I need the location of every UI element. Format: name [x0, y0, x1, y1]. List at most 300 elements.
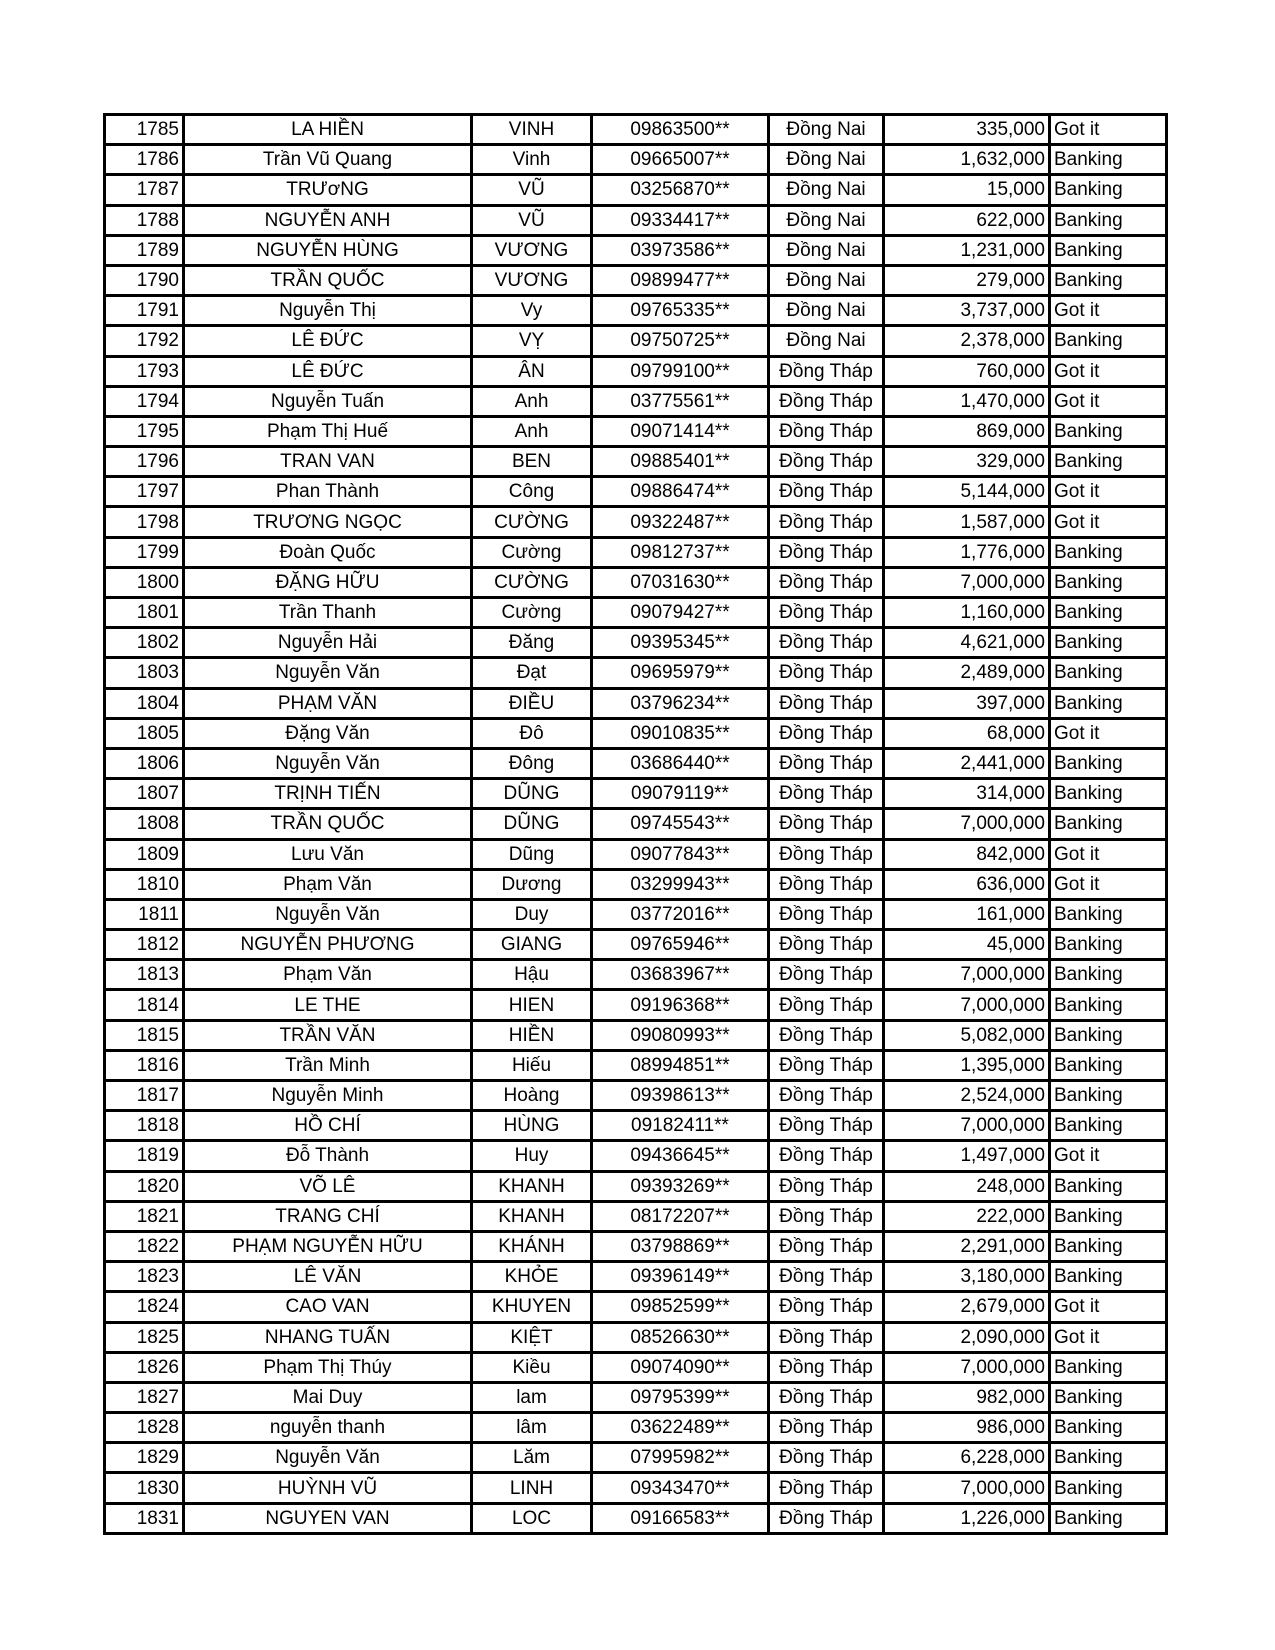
cell-last-name: Công — [472, 477, 592, 507]
cell-id: 1806 — [105, 748, 184, 778]
table-row — [105, 507, 1167, 537]
cell-id: 1811 — [105, 899, 184, 929]
cell-id: 1814 — [105, 990, 184, 1020]
cell-phone: 09665007** — [592, 145, 769, 175]
cell-status: Banking — [1050, 265, 1167, 295]
cell-phone: 09079427** — [592, 598, 769, 628]
cell-last-name: Anh — [472, 386, 592, 416]
cell-province: Đồng Tháp — [769, 1413, 884, 1443]
cell-status: Banking — [1050, 658, 1167, 688]
cell-status: Got it — [1050, 718, 1167, 748]
cell-phone: 09863500** — [592, 115, 769, 145]
cell-id: 1830 — [105, 1473, 184, 1503]
cell-status: Banking — [1050, 326, 1167, 356]
table-row — [105, 1473, 1167, 1503]
cell-id: 1805 — [105, 718, 184, 748]
cell-first-name: HUỲNH VŨ — [184, 1473, 472, 1503]
cell-province: Đồng Tháp — [769, 1141, 884, 1171]
cell-first-name: Đỗ Thành — [184, 1141, 472, 1171]
cell-phone: 03973586** — [592, 235, 769, 265]
cell-first-name: PHẠM NGUYỄN HỮU — [184, 1231, 472, 1261]
table-row — [105, 658, 1167, 688]
table-row — [105, 960, 1167, 990]
cell-phone: 09080993** — [592, 1020, 769, 1050]
cell-phone: 09799100** — [592, 356, 769, 386]
cell-last-name: DŨNG — [472, 779, 592, 809]
cell-status: Banking — [1050, 1382, 1167, 1412]
cell-status: Got it — [1050, 1292, 1167, 1322]
cell-phone: 09395345** — [592, 628, 769, 658]
table-row — [105, 326, 1167, 356]
table-row — [105, 990, 1167, 1020]
table-row — [105, 930, 1167, 960]
cell-phone: 03683967** — [592, 960, 769, 990]
cell-last-name: LINH — [472, 1473, 592, 1503]
cell-first-name: TRẦN QUỐC — [184, 809, 472, 839]
document-page — [103, 113, 1168, 1535]
cell-status: Banking — [1050, 809, 1167, 839]
cell-first-name: Phạm Văn — [184, 869, 472, 899]
cell-first-name: Nguyễn Văn — [184, 899, 472, 929]
cell-phone: 09899477** — [592, 265, 769, 295]
cell-phone: 09852599** — [592, 1292, 769, 1322]
cell-phone: 03622489** — [592, 1413, 769, 1443]
cell-last-name: GIANG — [472, 930, 592, 960]
cell-id: 1789 — [105, 235, 184, 265]
cell-last-name: Đông — [472, 748, 592, 778]
cell-last-name: CƯỜNG — [472, 507, 592, 537]
cell-province: Đồng Tháp — [769, 1503, 884, 1533]
table-row — [105, 265, 1167, 295]
cell-id: 1813 — [105, 960, 184, 990]
cell-amount: 15,000 — [884, 175, 1050, 205]
cell-status: Banking — [1050, 628, 1167, 658]
cell-last-name: Duy — [472, 899, 592, 929]
cell-amount: 1,632,000 — [884, 145, 1050, 175]
cell-first-name: Nguyễn Hải — [184, 628, 472, 658]
cell-province: Đồng Tháp — [769, 839, 884, 869]
table-body — [105, 115, 1167, 1534]
table-row — [105, 416, 1167, 446]
cell-province: Đồng Tháp — [769, 507, 884, 537]
cell-last-name: Hiếu — [472, 1050, 592, 1080]
cell-id: 1829 — [105, 1443, 184, 1473]
cell-amount: 869,000 — [884, 416, 1050, 446]
cell-first-name: NGUYỄN PHƯƠNG — [184, 930, 472, 960]
cell-province: Đồng Tháp — [769, 356, 884, 386]
table-row — [105, 1201, 1167, 1231]
cell-province: Đồng Tháp — [769, 567, 884, 597]
cell-id: 1828 — [105, 1413, 184, 1443]
cell-phone: 09196368** — [592, 990, 769, 1020]
cell-status: Banking — [1050, 1050, 1167, 1080]
cell-first-name: TRƯƠNG NGỌC — [184, 507, 472, 537]
cell-id: 1809 — [105, 839, 184, 869]
cell-id: 1790 — [105, 265, 184, 295]
cell-amount: 1,776,000 — [884, 537, 1050, 567]
cell-first-name: NGUYỄN HÙNG — [184, 235, 472, 265]
cell-last-name: KHANH — [472, 1171, 592, 1201]
cell-amount: 2,378,000 — [884, 326, 1050, 356]
cell-amount: 7,000,000 — [884, 567, 1050, 597]
cell-phone: 03686440** — [592, 748, 769, 778]
cell-status: Banking — [1050, 1111, 1167, 1141]
cell-last-name: KHUYEN — [472, 1292, 592, 1322]
cell-amount: 636,000 — [884, 869, 1050, 899]
cell-first-name: CAO VAN — [184, 1292, 472, 1322]
table-row — [105, 205, 1167, 235]
cell-first-name: Mai Duy — [184, 1382, 472, 1412]
cell-province: Đồng Tháp — [769, 809, 884, 839]
cell-amount: 314,000 — [884, 779, 1050, 809]
cell-last-name: Dũng — [472, 839, 592, 869]
cell-id: 1802 — [105, 628, 184, 658]
cell-id: 1795 — [105, 416, 184, 446]
cell-status: Got it — [1050, 869, 1167, 899]
cell-status: Got it — [1050, 296, 1167, 326]
cell-last-name: lâm — [472, 1413, 592, 1443]
cell-phone: 07995982** — [592, 1443, 769, 1473]
cell-phone: 07031630** — [592, 567, 769, 597]
table-row — [105, 1141, 1167, 1171]
cell-status: Banking — [1050, 145, 1167, 175]
cell-status: Banking — [1050, 1413, 1167, 1443]
cell-first-name: LA HIỀN — [184, 115, 472, 145]
cell-province: Đồng Tháp — [769, 1020, 884, 1050]
cell-id: 1794 — [105, 386, 184, 416]
cell-province: Đồng Nai — [769, 326, 884, 356]
cell-id: 1807 — [105, 779, 184, 809]
table-row — [105, 1081, 1167, 1111]
cell-last-name: Đô — [472, 718, 592, 748]
cell-first-name: Trần Minh — [184, 1050, 472, 1080]
cell-amount: 2,090,000 — [884, 1322, 1050, 1352]
cell-status: Banking — [1050, 990, 1167, 1020]
cell-province: Đồng Tháp — [769, 1292, 884, 1322]
cell-province: Đồng Tháp — [769, 779, 884, 809]
cell-status: Banking — [1050, 1171, 1167, 1201]
cell-province: Đồng Nai — [769, 115, 884, 145]
cell-status: Banking — [1050, 175, 1167, 205]
cell-phone: 09071414** — [592, 416, 769, 446]
cell-status: Got it — [1050, 507, 1167, 537]
table-row — [105, 537, 1167, 567]
cell-last-name: ÂN — [472, 356, 592, 386]
table-row — [105, 447, 1167, 477]
cell-first-name: LÊ VĂN — [184, 1262, 472, 1292]
cell-id: 1821 — [105, 1201, 184, 1231]
cell-phone: 03299943** — [592, 869, 769, 899]
cell-status: Banking — [1050, 960, 1167, 990]
cell-phone: 08994851** — [592, 1050, 769, 1080]
cell-amount: 1,470,000 — [884, 386, 1050, 416]
cell-phone: 09812737** — [592, 537, 769, 567]
cell-first-name: NGUYỄN ANH — [184, 205, 472, 235]
cell-last-name: HIỀN — [472, 1020, 592, 1050]
cell-province: Đồng Tháp — [769, 1382, 884, 1412]
table-row — [105, 839, 1167, 869]
cell-province: Đồng Tháp — [769, 1262, 884, 1292]
cell-amount: 3,737,000 — [884, 296, 1050, 326]
cell-first-name: Nguyễn Văn — [184, 1443, 472, 1473]
table-row — [105, 1231, 1167, 1261]
cell-phone: 03798869** — [592, 1231, 769, 1261]
cell-amount: 1,395,000 — [884, 1050, 1050, 1080]
table-row — [105, 1352, 1167, 1382]
cell-province: Đồng Tháp — [769, 899, 884, 929]
cell-status: Banking — [1050, 1473, 1167, 1503]
table-row — [105, 628, 1167, 658]
table-row — [105, 296, 1167, 326]
cell-phone: 09079119** — [592, 779, 769, 809]
cell-amount: 248,000 — [884, 1171, 1050, 1201]
cell-last-name: Huy — [472, 1141, 592, 1171]
cell-amount: 397,000 — [884, 688, 1050, 718]
cell-status: Banking — [1050, 1352, 1167, 1382]
cell-id: 1803 — [105, 658, 184, 688]
cell-status: Banking — [1050, 1262, 1167, 1292]
cell-last-name: CƯỜNG — [472, 567, 592, 597]
cell-province: Đồng Tháp — [769, 930, 884, 960]
table-row — [105, 1020, 1167, 1050]
table-row — [105, 598, 1167, 628]
cell-amount: 2,441,000 — [884, 748, 1050, 778]
cell-id: 1786 — [105, 145, 184, 175]
cell-first-name: TRANG CHÍ — [184, 1201, 472, 1231]
cell-status: Banking — [1050, 688, 1167, 718]
cell-id: 1812 — [105, 930, 184, 960]
cell-id: 1800 — [105, 567, 184, 597]
cell-province: Đồng Tháp — [769, 416, 884, 446]
cell-province: Đồng Tháp — [769, 447, 884, 477]
cell-first-name: LÊ ĐỨC — [184, 326, 472, 356]
cell-last-name: DŨNG — [472, 809, 592, 839]
cell-province: Đồng Tháp — [769, 1443, 884, 1473]
cell-amount: 2,524,000 — [884, 1081, 1050, 1111]
cell-id: 1823 — [105, 1262, 184, 1292]
table-row — [105, 1050, 1167, 1080]
cell-last-name: VƯƠNG — [472, 235, 592, 265]
table-row — [105, 175, 1167, 205]
cell-first-name: PHẠM VĂN — [184, 688, 472, 718]
cell-amount: 986,000 — [884, 1413, 1050, 1443]
cell-amount: 1,231,000 — [884, 235, 1050, 265]
cell-first-name: NGUYEN VAN — [184, 1503, 472, 1533]
cell-province: Đồng Tháp — [769, 1171, 884, 1201]
cell-phone: 03775561** — [592, 386, 769, 416]
cell-first-name: Nguyễn Văn — [184, 748, 472, 778]
cell-status: Got it — [1050, 1141, 1167, 1171]
cell-last-name: Đăng — [472, 628, 592, 658]
cell-phone: 03256870** — [592, 175, 769, 205]
cell-last-name: KHANH — [472, 1201, 592, 1231]
cell-amount: 760,000 — [884, 356, 1050, 386]
cell-last-name: BEN — [472, 447, 592, 477]
cell-id: 1819 — [105, 1141, 184, 1171]
cell-last-name: Đạt — [472, 658, 592, 688]
cell-status: Banking — [1050, 1231, 1167, 1261]
cell-first-name: LÊ ĐỨC — [184, 356, 472, 386]
cell-id: 1791 — [105, 296, 184, 326]
cell-id: 1785 — [105, 115, 184, 145]
cell-province: Đồng Nai — [769, 296, 884, 326]
cell-phone: 03772016** — [592, 899, 769, 929]
cell-last-name: Lăm — [472, 1443, 592, 1473]
cell-province: Đồng Tháp — [769, 960, 884, 990]
cell-amount: 5,082,000 — [884, 1020, 1050, 1050]
cell-status: Banking — [1050, 899, 1167, 929]
cell-id: 1825 — [105, 1322, 184, 1352]
cell-last-name: Anh — [472, 416, 592, 446]
table-row — [105, 1503, 1167, 1533]
cell-id: 1824 — [105, 1292, 184, 1322]
cell-id: 1787 — [105, 175, 184, 205]
cell-phone: 08172207** — [592, 1201, 769, 1231]
cell-first-name: VÕ LÊ — [184, 1171, 472, 1201]
cell-first-name: TRẦN VĂN — [184, 1020, 472, 1050]
cell-province: Đồng Tháp — [769, 1081, 884, 1111]
cell-status: Got it — [1050, 839, 1167, 869]
cell-phone: 09750725** — [592, 326, 769, 356]
cell-province: Đồng Tháp — [769, 477, 884, 507]
cell-first-name: Nguyễn Thị — [184, 296, 472, 326]
cell-id: 1817 — [105, 1081, 184, 1111]
cell-province: Đồng Tháp — [769, 718, 884, 748]
cell-first-name: Phan Thành — [184, 477, 472, 507]
cell-province: Đồng Tháp — [769, 1050, 884, 1080]
cell-province: Đồng Tháp — [769, 869, 884, 899]
cell-phone: 09795399** — [592, 1382, 769, 1412]
table-row — [105, 1292, 1167, 1322]
cell-last-name: Vinh — [472, 145, 592, 175]
cell-phone: 09322487** — [592, 507, 769, 537]
cell-amount: 335,000 — [884, 115, 1050, 145]
table-row — [105, 1413, 1167, 1443]
cell-phone: 09166583** — [592, 1503, 769, 1533]
cell-phone: 09010835** — [592, 718, 769, 748]
table-row — [105, 1322, 1167, 1352]
cell-province: Đồng Nai — [769, 145, 884, 175]
cell-amount: 7,000,000 — [884, 1111, 1050, 1141]
cell-province: Đồng Tháp — [769, 1231, 884, 1261]
cell-first-name: TRAN VAN — [184, 447, 472, 477]
cell-first-name: TRỊNH TIẾN — [184, 779, 472, 809]
cell-amount: 68,000 — [884, 718, 1050, 748]
cell-amount: 2,679,000 — [884, 1292, 1050, 1322]
cell-status: Banking — [1050, 1201, 1167, 1231]
cell-phone: 09695979** — [592, 658, 769, 688]
cell-first-name: Trần Vũ Quang — [184, 145, 472, 175]
cell-status: Got it — [1050, 356, 1167, 386]
cell-id: 1820 — [105, 1171, 184, 1201]
cell-province: Đồng Tháp — [769, 1201, 884, 1231]
cell-status: Banking — [1050, 598, 1167, 628]
cell-first-name: Đặng Văn — [184, 718, 472, 748]
cell-province: Đồng Tháp — [769, 386, 884, 416]
cell-province: Đồng Tháp — [769, 537, 884, 567]
cell-first-name: NHANG TUẤN — [184, 1322, 472, 1352]
cell-amount: 5,144,000 — [884, 477, 1050, 507]
cell-amount: 7,000,000 — [884, 960, 1050, 990]
cell-id: 1792 — [105, 326, 184, 356]
cell-id: 1808 — [105, 809, 184, 839]
cell-id: 1815 — [105, 1020, 184, 1050]
cell-status: Got it — [1050, 1322, 1167, 1352]
cell-phone: 09885401** — [592, 447, 769, 477]
cell-last-name: KHỎE — [472, 1262, 592, 1292]
cell-amount: 1,587,000 — [884, 507, 1050, 537]
cell-first-name: HỒ CHÍ — [184, 1111, 472, 1141]
cell-first-name: TRẦN QUỐC — [184, 265, 472, 295]
cell-amount: 2,291,000 — [884, 1231, 1050, 1261]
cell-amount: 2,489,000 — [884, 658, 1050, 688]
cell-amount: 1,497,000 — [884, 1141, 1050, 1171]
cell-status: Banking — [1050, 779, 1167, 809]
cell-status: Got it — [1050, 115, 1167, 145]
cell-last-name: Cường — [472, 537, 592, 567]
cell-phone: 09396149** — [592, 1262, 769, 1292]
cell-amount: 329,000 — [884, 447, 1050, 477]
cell-id: 1816 — [105, 1050, 184, 1080]
cell-amount: 4,621,000 — [884, 628, 1050, 658]
cell-last-name: KIỆT — [472, 1322, 592, 1352]
cell-amount: 7,000,000 — [884, 809, 1050, 839]
cell-last-name: HÙNG — [472, 1111, 592, 1141]
table-row — [105, 1382, 1167, 1412]
cell-amount: 222,000 — [884, 1201, 1050, 1231]
table-row — [105, 386, 1167, 416]
cell-province: Đồng Tháp — [769, 748, 884, 778]
cell-id: 1793 — [105, 356, 184, 386]
cell-status: Banking — [1050, 1503, 1167, 1533]
cell-first-name: ĐẶNG HỮU — [184, 567, 472, 597]
cell-first-name: Phạm Văn — [184, 960, 472, 990]
cell-amount: 1,160,000 — [884, 598, 1050, 628]
cell-province: Đồng Tháp — [769, 1322, 884, 1352]
cell-last-name: LOC — [472, 1503, 592, 1533]
cell-last-name: VŨ — [472, 205, 592, 235]
cell-id: 1804 — [105, 688, 184, 718]
table-row — [105, 477, 1167, 507]
cell-phone: 08526630** — [592, 1322, 769, 1352]
cell-province: Đồng Tháp — [769, 598, 884, 628]
cell-province: Đồng Tháp — [769, 1111, 884, 1141]
cell-amount: 45,000 — [884, 930, 1050, 960]
cell-province: Đồng Tháp — [769, 990, 884, 1020]
cell-id: 1797 — [105, 477, 184, 507]
cell-id: 1788 — [105, 205, 184, 235]
table-row — [105, 748, 1167, 778]
cell-last-name: Cường — [472, 598, 592, 628]
cell-id: 1801 — [105, 598, 184, 628]
cell-amount: 1,226,000 — [884, 1503, 1050, 1533]
cell-province: Đồng Tháp — [769, 688, 884, 718]
cell-status: Got it — [1050, 386, 1167, 416]
table-row — [105, 1171, 1167, 1201]
cell-first-name: Đoàn Quốc — [184, 537, 472, 567]
cell-province: Đồng Nai — [769, 175, 884, 205]
cell-last-name: Dương — [472, 869, 592, 899]
cell-last-name: Kiều — [472, 1352, 592, 1382]
cell-status: Banking — [1050, 537, 1167, 567]
cell-first-name: TRƯơNG — [184, 175, 472, 205]
cell-last-name: Vy — [472, 296, 592, 326]
table-row — [105, 1111, 1167, 1141]
cell-amount: 7,000,000 — [884, 990, 1050, 1020]
cell-last-name: KHÁNH — [472, 1231, 592, 1261]
table-row — [105, 235, 1167, 265]
cell-phone: 09343470** — [592, 1473, 769, 1503]
